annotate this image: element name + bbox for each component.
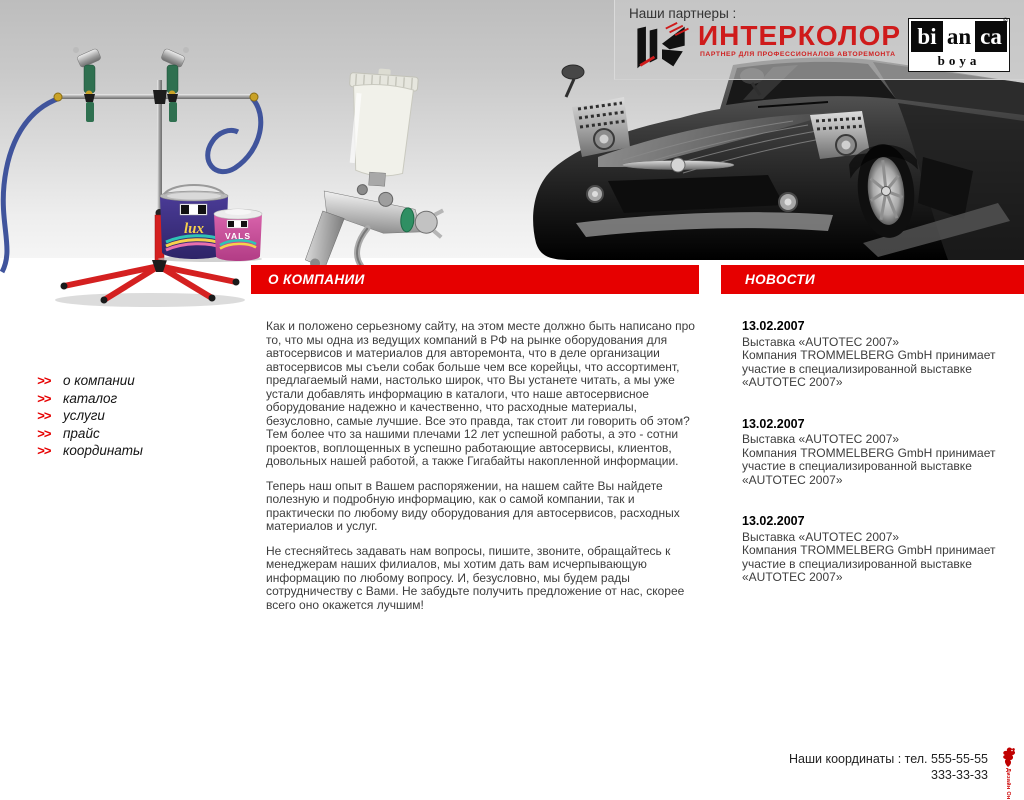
sidebar-item-label: о компании bbox=[63, 373, 135, 388]
bianca-segment: bi bbox=[911, 21, 943, 52]
designer-credit-logo[interactable] bbox=[997, 746, 1019, 800]
bianca-logo-boya: boya bbox=[937, 53, 981, 68]
news-title: Выставка «AUTOTEC 2007» bbox=[742, 432, 900, 446]
about-paragraph: Теперь наш опыт в Вашем распоряжении, на нашем сайте Вы найдете полезную и подробную информацию, как о самой компании, так и практически по любому виду оборудования для автосервисов, расходных материалов и услуг. bbox=[266, 478, 680, 533]
footer-phone-line1: Наши координаты : тел. 555-55-55 bbox=[789, 752, 988, 766]
double-arrow-icon: >> bbox=[37, 425, 51, 441]
sidebar-item-label: каталог bbox=[63, 390, 118, 406]
sidebar-item-contacts[interactable] bbox=[37, 443, 143, 461]
section-header-about bbox=[251, 265, 699, 294]
about-paragraph: Как и положено серьезному сайту, на этом месте должно быть написано про то, что мы одна из ведущих компаний в РФ на рынке оборудования для автосервисов и материалов для авторемонта, что в деле организации автосервисов мы съели собак больше чем все корейцы, что ассортимент, предлагаемый нами, настолько широк, что Вы устанете читать, а мы уже устали добавлять информацию в каталоги, что наше автосервисное оборудование надежно и качественно, что расходные материалы, безусловно, самые лучшие. Все это правда, так стоит ли говорить об этом? Тем более что за нашими плечами 12 лет успешной работы, а это - сотни проектов, воплощенных в успешно работающие автосервисы, клиентов, довольных нашей работой, а также Гигабайты накопленной информации. bbox=[266, 319, 695, 468]
paint-cans-photo bbox=[150, 180, 265, 262]
vals-can-label: VALS bbox=[224, 231, 252, 241]
news-item bbox=[742, 515, 1023, 585]
bianca-segment: ca bbox=[975, 21, 1007, 52]
news-item bbox=[742, 418, 1023, 488]
news-body: Компания TROMMELBERG GmbH принимает участие в специализированной выставке «AUTOTEC 2007» bbox=[742, 445, 996, 487]
sidebar-item-catalog[interactable] bbox=[37, 391, 143, 409]
news-body: Компания TROMMELBERG GmbH принимает участие в специализированной выставке «AUTOTEC 2007» bbox=[742, 543, 996, 584]
rooster-icon bbox=[999, 746, 1017, 768]
sidebar-item-label: координаты bbox=[63, 443, 143, 458]
footer-phone-line2: 333-33-33 bbox=[931, 767, 988, 782]
intercolor-logo-name: ИНТЕРКОЛОР bbox=[698, 20, 902, 51]
double-arrow-icon: >> bbox=[37, 408, 51, 423]
bianca-logo-row bbox=[911, 18, 1008, 52]
double-arrow-icon: >> bbox=[37, 373, 51, 388]
footer-contacts bbox=[789, 752, 988, 783]
double-arrow-icon: >> bbox=[37, 390, 51, 406]
lux-can-label: lux bbox=[183, 221, 205, 237]
about-company-text bbox=[266, 320, 703, 623]
spray-gun-photo bbox=[268, 66, 463, 271]
double-arrow-icon: >> bbox=[37, 443, 51, 458]
sidebar-menu bbox=[37, 373, 143, 461]
registered-mark: ® bbox=[1002, 18, 1008, 25]
about-section-title: О КОМПАНИИ bbox=[268, 272, 365, 287]
bianca-segment: an bbox=[943, 21, 975, 52]
news-list bbox=[742, 320, 1023, 613]
hero-photo bbox=[0, 0, 1024, 258]
news-body: Компания TROMMELBERG GmbH принимает участие в специализированной выставке «AUTOTEC 2007» bbox=[742, 348, 996, 389]
section-header-news bbox=[721, 265, 1024, 294]
news-date: 13.02.2007 bbox=[742, 514, 805, 528]
designer-credit-text: Дизайн Он bbox=[1005, 768, 1011, 800]
intercolor-logo-icon bbox=[633, 21, 691, 73]
sidebar-item-about[interactable] bbox=[37, 373, 143, 391]
bianca-boya-logo[interactable] bbox=[908, 18, 1010, 72]
news-date: 13.02.2007 bbox=[742, 416, 805, 431]
news-title: Выставка «AUTOTEC 2007» bbox=[742, 334, 900, 349]
news-title: Выставка «AUTOTEC 2007» bbox=[742, 529, 900, 544]
partners-panel bbox=[614, 0, 1024, 80]
sidebar-item-label: услуги bbox=[63, 408, 105, 423]
paint-stand-photo bbox=[0, 10, 270, 310]
sidebar-item-services[interactable] bbox=[37, 408, 143, 426]
partners-label: Наши партнеры : bbox=[629, 6, 737, 21]
news-item bbox=[742, 320, 1023, 390]
intercolor-logo[interactable] bbox=[633, 21, 901, 73]
sidebar-item-price[interactable] bbox=[37, 426, 143, 444]
sports-car-photo bbox=[528, 55, 1024, 260]
about-paragraph: Не стесняйтесь задавать нам вопросы, пишите, звоните, обращайтесь к менеджерам наших филиалов, мы хотим дать вам исчерпывающую информацию по любому вопросу. И, безусловно, мы будем рады сотрудничеству с Вами. Не забудьте получить предложение от нас, скорее всего оно окажется лучшим! bbox=[266, 543, 685, 612]
intercolor-logo-tagline: ПАРТНЕР ДЛЯ ПРОФЕССИОНАЛОВ АВТОРЕМОНТА bbox=[700, 51, 896, 58]
sidebar-item-label: прайс bbox=[63, 425, 100, 441]
news-section-title: НОВОСТИ bbox=[745, 272, 816, 287]
news-date: 13.02.2007 bbox=[742, 319, 805, 333]
